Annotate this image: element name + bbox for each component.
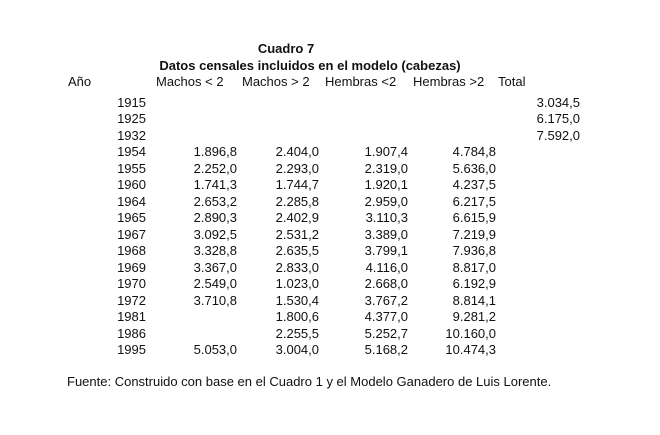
table-row bbox=[60, 293, 580, 310]
column-header-2: Machos > 2 bbox=[242, 74, 310, 89]
value-cell bbox=[496, 227, 580, 244]
column-header-4: Hembras >2 bbox=[413, 74, 485, 89]
table-row bbox=[60, 326, 580, 343]
table-row bbox=[60, 276, 580, 293]
year-cell: 1967 bbox=[117, 226, 146, 242]
year-cell: 1968 bbox=[117, 243, 146, 258]
value-cell: 8.817,0 bbox=[452, 259, 496, 275]
value-cell bbox=[496, 144, 580, 161]
year-cell: 1965 bbox=[117, 210, 146, 225]
value-cell bbox=[319, 95, 408, 112]
value-cell: 1.800,6 bbox=[275, 309, 319, 324]
value-cell: 3.034,5 bbox=[536, 94, 580, 110]
value-cell bbox=[496, 276, 580, 293]
value-cell bbox=[146, 309, 237, 326]
value-cell: 4.784,8 bbox=[452, 144, 496, 159]
value-cell: 7.936,8 bbox=[452, 243, 496, 258]
value-cell: 6.615,9 bbox=[452, 210, 496, 225]
value-cell: 3.092,5 bbox=[193, 226, 237, 242]
value-cell: 7.219,9 bbox=[452, 226, 496, 242]
value-cell: 10.474,3 bbox=[445, 342, 496, 357]
value-cell: 4.237,5 bbox=[452, 177, 496, 192]
column-header-5: Total bbox=[498, 74, 526, 89]
table-row bbox=[60, 210, 580, 227]
value-cell: 6.217,5 bbox=[452, 193, 496, 209]
column-header-1: Machos < 2 bbox=[156, 74, 224, 89]
value-cell: 2.252,0 bbox=[193, 160, 237, 176]
value-cell: 5.636,0 bbox=[452, 160, 496, 176]
value-cell: 4.116,0 bbox=[365, 259, 408, 275]
value-cell bbox=[496, 243, 580, 260]
table-number-title: Cuadro 7 bbox=[257, 41, 315, 56]
value-cell bbox=[496, 161, 580, 178]
table-row bbox=[60, 111, 580, 128]
value-cell: 2.404,0 bbox=[275, 144, 319, 159]
year-cell: 1981 bbox=[117, 309, 146, 324]
year-cell: 1964 bbox=[117, 193, 146, 209]
source-note: Fuente: Construido con base en el Cuadro 1 y el Modelo Ganadero de Luis Lorente. bbox=[67, 374, 552, 389]
value-cell bbox=[408, 111, 496, 128]
value-cell bbox=[496, 177, 580, 194]
value-cell: 3.389,0 bbox=[364, 226, 408, 242]
value-cell bbox=[146, 128, 237, 145]
value-cell: 2.653,2 bbox=[193, 193, 237, 209]
table-row bbox=[60, 144, 580, 161]
table-row bbox=[60, 309, 580, 326]
column-header-3: Hembras <2 bbox=[325, 74, 397, 89]
value-cell: 1.530,4 bbox=[275, 292, 319, 308]
value-cell bbox=[408, 128, 496, 145]
value-cell: 5.168,2 bbox=[364, 342, 408, 357]
value-cell: 2.255,5 bbox=[275, 325, 319, 341]
value-cell: 10.160,0 bbox=[445, 325, 496, 341]
value-cell bbox=[146, 326, 237, 343]
value-cell: 2.531,2 bbox=[275, 226, 319, 242]
value-cell: 1.920,1 bbox=[364, 177, 408, 192]
value-cell: 6.175,0 bbox=[536, 111, 580, 126]
value-cell: 2.668,0 bbox=[364, 276, 408, 291]
table-row bbox=[60, 95, 580, 112]
value-cell bbox=[237, 95, 319, 112]
table-row bbox=[60, 227, 580, 244]
year-cell: 1995 bbox=[117, 342, 146, 357]
value-cell: 2.549,0 bbox=[193, 276, 237, 291]
value-cell: 2.285,8 bbox=[275, 193, 319, 209]
value-cell: 2.890,3 bbox=[193, 210, 237, 225]
table-header-row bbox=[60, 74, 580, 95]
value-cell: 5.252,7 bbox=[364, 325, 408, 341]
value-cell: 2.959,0 bbox=[364, 193, 408, 209]
value-cell: 1.023,0 bbox=[275, 276, 319, 291]
value-cell bbox=[146, 111, 237, 128]
table-row bbox=[60, 243, 580, 260]
year-cell: 1925 bbox=[117, 111, 146, 126]
value-cell: 2.402,9 bbox=[275, 210, 319, 225]
table-row bbox=[60, 260, 580, 277]
value-cell: 8.814,1 bbox=[452, 292, 496, 308]
value-cell bbox=[496, 342, 580, 359]
value-cell: 1.741,3 bbox=[193, 177, 237, 192]
value-cell: 1.744,7 bbox=[275, 177, 319, 192]
year-cell: 1932 bbox=[117, 127, 146, 143]
year-cell: 1955 bbox=[117, 160, 146, 176]
table-row bbox=[60, 161, 580, 178]
value-cell: 3.367,0 bbox=[193, 259, 237, 275]
table-row bbox=[60, 128, 580, 145]
value-cell: 2.635,5 bbox=[275, 243, 319, 258]
value-cell: 3.328,8 bbox=[193, 243, 237, 258]
value-cell bbox=[496, 293, 580, 310]
value-cell bbox=[496, 260, 580, 277]
value-cell bbox=[319, 111, 408, 128]
value-cell bbox=[496, 326, 580, 343]
value-cell: 4.377,0 bbox=[364, 309, 408, 324]
year-cell: 1970 bbox=[117, 276, 146, 291]
table-row bbox=[60, 177, 580, 194]
value-cell: 1.907,4 bbox=[364, 144, 408, 159]
table-row bbox=[60, 194, 580, 211]
value-cell bbox=[408, 95, 496, 112]
year-cell: 1969 bbox=[117, 259, 146, 275]
year-cell: 1972 bbox=[117, 292, 146, 308]
value-cell bbox=[496, 309, 580, 326]
year-cell: 1915 bbox=[117, 94, 146, 110]
year-cell: 1960 bbox=[117, 177, 146, 192]
table-subtitle: Datos censales incluidos en el modelo (cabezas) bbox=[159, 58, 461, 73]
census-data-table bbox=[60, 74, 580, 359]
value-cell: 3.710,8 bbox=[193, 292, 237, 308]
column-header-0: Año bbox=[68, 74, 92, 89]
value-cell bbox=[319, 128, 408, 145]
value-cell bbox=[496, 194, 580, 211]
value-cell: 2.319,0 bbox=[364, 160, 408, 176]
value-cell bbox=[237, 128, 319, 145]
value-cell: 6.192,9 bbox=[452, 276, 496, 291]
value-cell: 5.053,0 bbox=[193, 342, 237, 357]
year-cell: 1986 bbox=[117, 325, 146, 341]
value-cell: 7.592,0 bbox=[536, 127, 580, 143]
value-cell bbox=[496, 210, 580, 227]
value-cell: 1.896,8 bbox=[193, 144, 237, 159]
value-cell: 2.293,0 bbox=[275, 160, 319, 176]
value-cell bbox=[146, 95, 237, 112]
value-cell: 3.799,1 bbox=[364, 243, 408, 258]
value-cell: 3.004,0 bbox=[275, 342, 319, 357]
value-cell: 9.281,2 bbox=[452, 309, 496, 324]
value-cell: 3.767,2 bbox=[364, 292, 408, 308]
year-cell: 1954 bbox=[117, 144, 146, 159]
value-cell bbox=[237, 111, 319, 128]
table-row bbox=[60, 342, 580, 359]
value-cell: 3.110,3 bbox=[365, 210, 408, 225]
value-cell: 2.833,0 bbox=[275, 259, 319, 275]
